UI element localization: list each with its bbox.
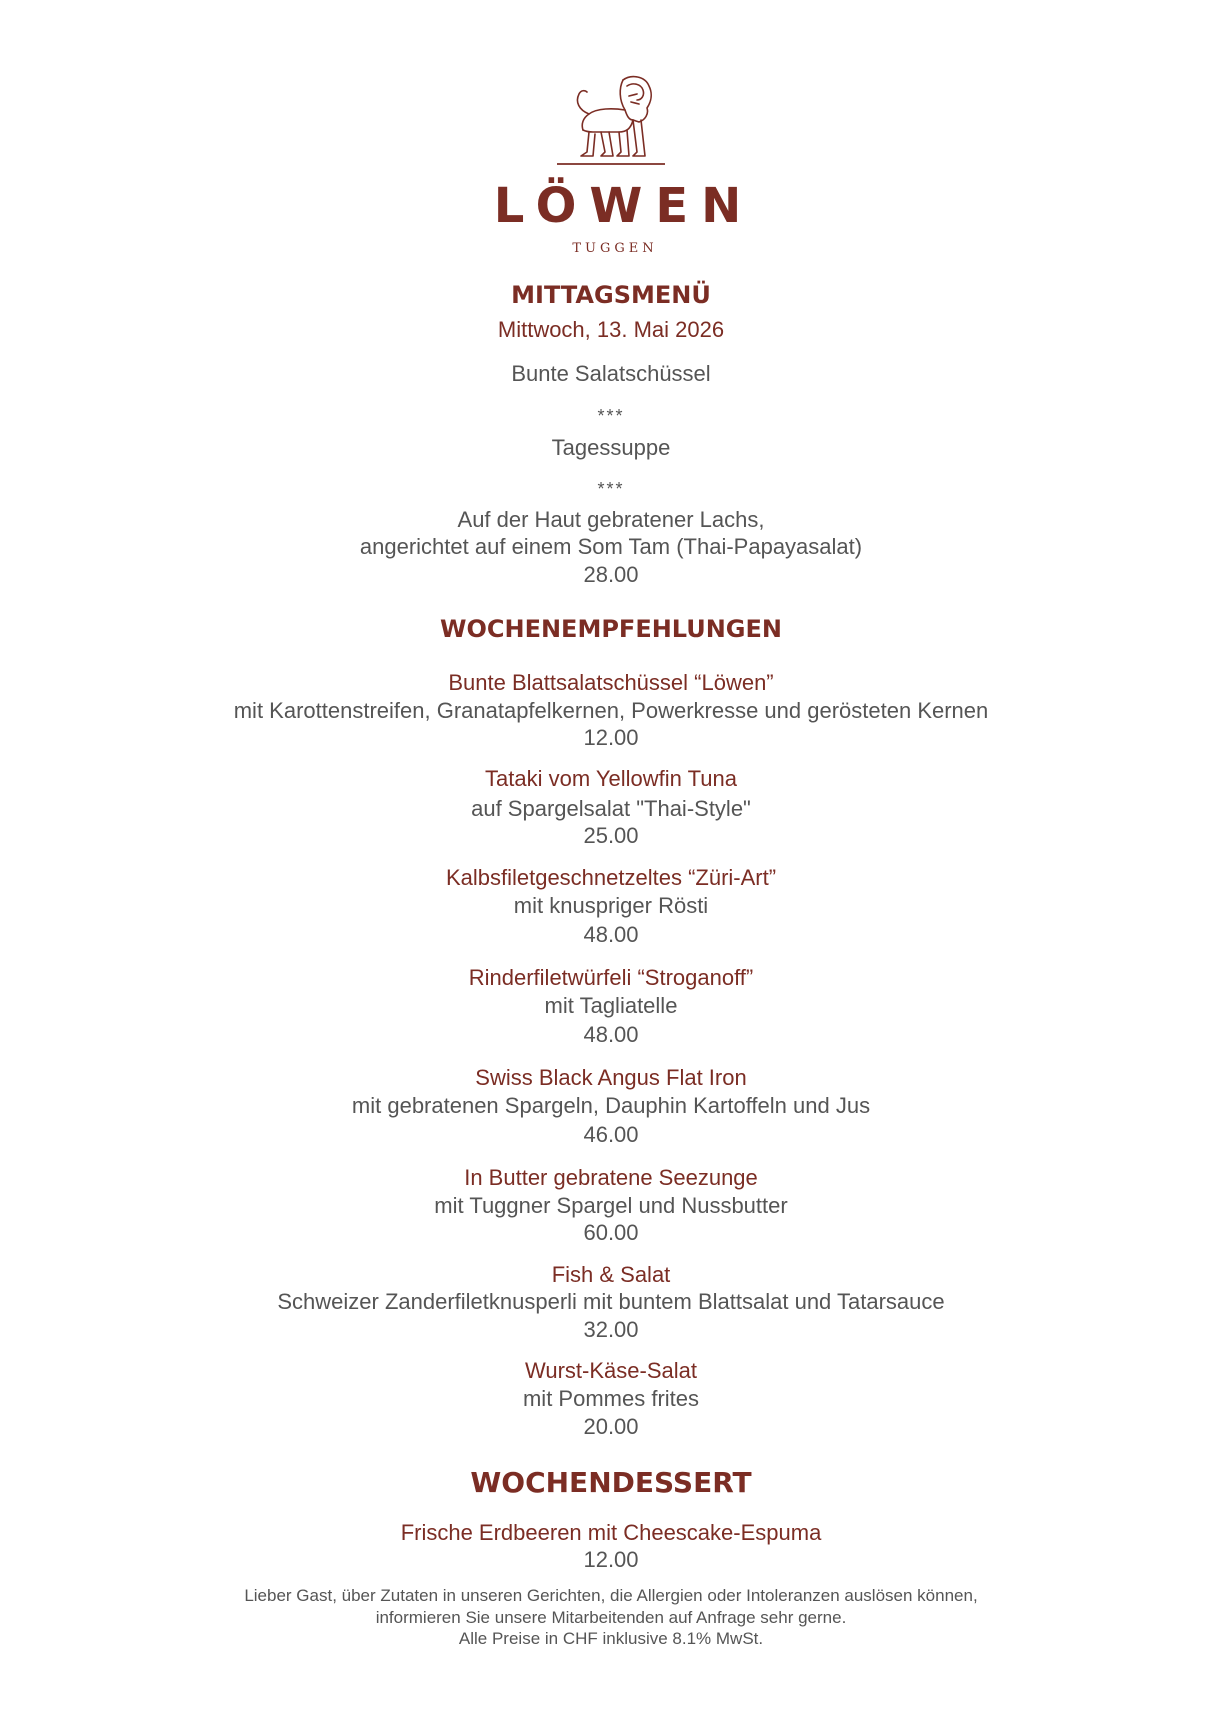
menu-item-price: 48.00 [583, 922, 639, 947]
menu-item-price: 46.00 [583, 1122, 639, 1147]
lunch-date: Mittwoch, 13. Mai 2026 [497, 317, 725, 342]
separator: *** [597, 479, 625, 499]
lunch-main-line1: Auf der Haut gebratener Lachs, [457, 507, 765, 532]
menu-item-desc: mit Karottenstreifen, Granatapfelkernen, Powerkresse und gerösteten Kernen [233, 698, 989, 723]
footer-allergy-line2: informieren Sie unsere Mitarbeitenden auf Anfrage sehr gerne. [375, 1608, 847, 1627]
menu-item-price: 12.00 [583, 725, 639, 750]
menu-item-desc: mit Tagliatelle [544, 993, 678, 1018]
footer-allergy-line1: Lieber Gast, über Zutaten in unseren Gerichten, die Allergien oder Intoleranzen auslösen können, [244, 1586, 978, 1605]
menu-item-price: 48.00 [583, 1022, 639, 1047]
lion-logo-icon [553, 72, 669, 168]
menu-item-price: 25.00 [583, 823, 639, 848]
lunch-title: MITTAGSMENÜ [511, 281, 711, 309]
menu-item-name: Wurst-Käse-Salat [525, 1358, 697, 1383]
menu-item-name: Swiss Black Angus Flat Iron [475, 1065, 747, 1090]
lunch-starter: Bunte Salatschüssel [511, 361, 711, 386]
dessert-name: Frische Erdbeeren mit Cheescake-Espuma [400, 1520, 822, 1545]
menu-item-name: Kalbsfiletgeschnetzeltes “Züri-Art” [445, 865, 777, 890]
menu-item-desc: mit Tuggner Spargel und Nussbutter [434, 1193, 788, 1218]
menu-item-desc: mit gebratenen Spargeln, Dauphin Kartoffeln und Jus [351, 1093, 871, 1118]
menu-item-name: In Butter gebratene Seezunge [464, 1165, 758, 1190]
menu-item-desc: auf Spargelsalat "Thai-Style" [471, 796, 751, 821]
brand-location: TUGGEN [572, 241, 658, 256]
menu-item-desc: mit knuspriger Rösti [513, 893, 709, 918]
lunch-soup: Tagessuppe [551, 435, 671, 460]
menu-item-price: 32.00 [583, 1317, 639, 1342]
menu-item-name: Tataki vom Yellowfin Tuna [485, 766, 737, 791]
dessert-price: 12.00 [583, 1547, 639, 1572]
lunch-price: 28.00 [583, 562, 639, 587]
weekly-title: WOCHENEMPFEHLUNGEN [440, 615, 782, 643]
lunch-main-line2: angerichtet auf einem Som Tam (Thai-Papayasalat) [359, 534, 863, 559]
footer-price-note: Alle Preise in CHF inklusive 8.1% MwSt. [458, 1629, 764, 1648]
menu-item-desc: Schweizer Zanderfiletknusperli mit buntem Blattsalat und Tatarsauce [277, 1289, 945, 1314]
brand-name: LÖWEN [493, 178, 755, 234]
menu-item-price: 20.00 [583, 1414, 639, 1439]
menu-item-name: Fish & Salat [551, 1262, 671, 1287]
menu-item-desc: mit Pommes frites [522, 1386, 700, 1411]
menu-item-name: Bunte Blattsalatschüssel “Löwen” [448, 670, 774, 695]
dessert-title: WOCHENDESSERT [470, 1466, 752, 1499]
separator: *** [597, 406, 625, 426]
menu-item-price: 60.00 [583, 1220, 639, 1245]
menu-item-name: Rinderfiletwürfeli “Stroganoff” [468, 965, 754, 990]
